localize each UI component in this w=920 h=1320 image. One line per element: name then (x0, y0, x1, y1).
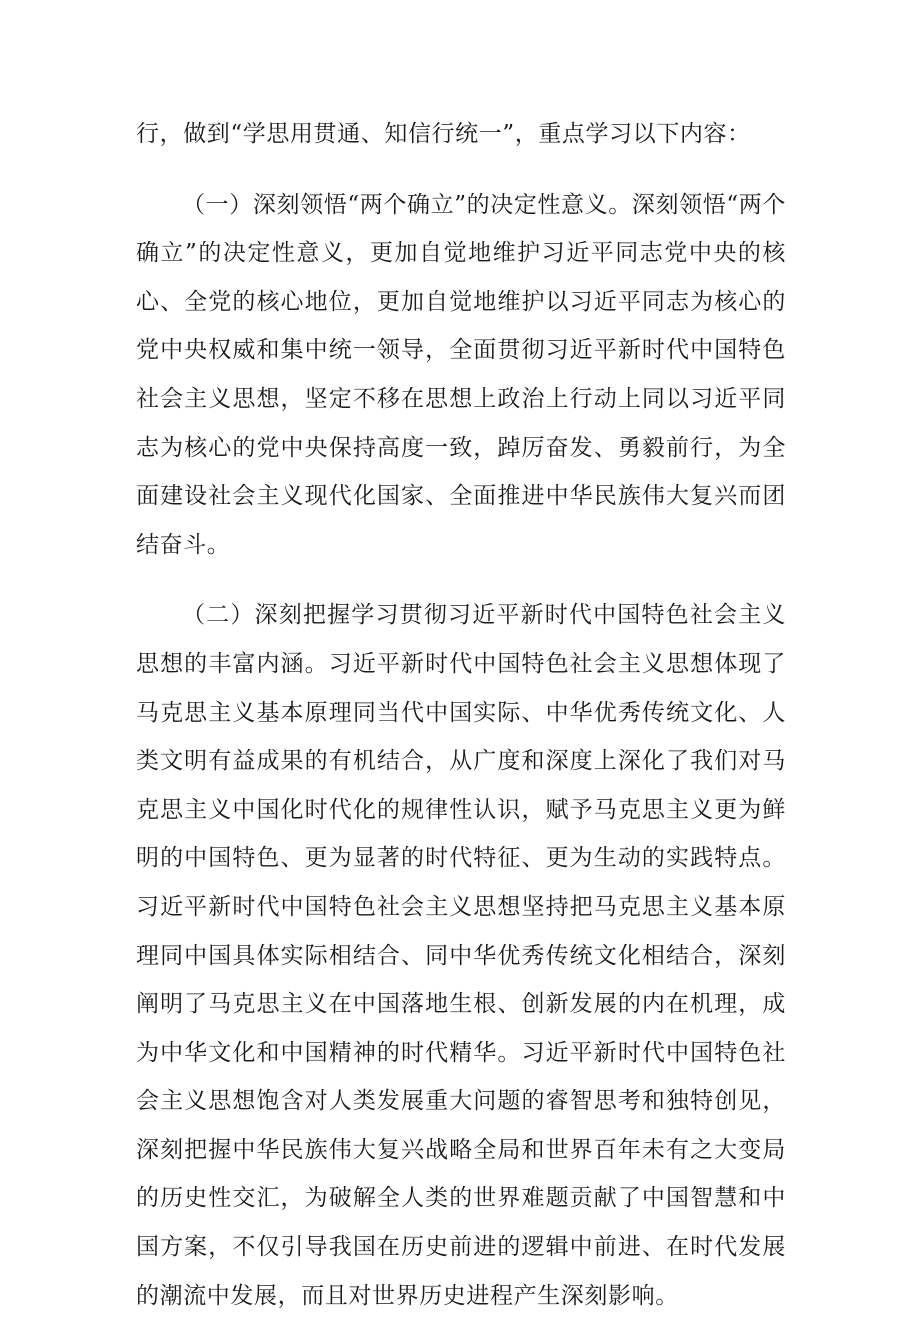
paragraph-section-one: （一）深刻领悟“两个确立”的决定性意义。深刻领悟“两个确立”的决定性意义，更加自觉地维护习近平同志党中央的核心、全党的核心地位，更加自觉地维护以习近平同志为核心的党中央权威和集中统一领导，全面贯彻习近平新时代中国特色社会主义思想，坚定不移在思想上政治上行动上同以习近平同志为核心的党中央保持高度一致，踔厉奋发、勇毅前行，为全面建设社会主义现代化国家、全面推进中华民族伟大复兴而团结奋斗。 (136, 191, 786, 558)
document-body (136, 110, 786, 1320)
paragraph-section-two: （二）深刻把握学习贯彻习近平新时代中国特色社会主义思想的丰富内涵。习近平新时代中国特色社会主义思想体现了马克思主义基本原理同当代中国实际、中华优秀传统文化、人类文明有益成果的有机结合，从广度和深度上深化了我们对马克思主义中国化时代化的规律性认识，赋予马克思主义更为鲜明的中国特色、更为显著的时代特征、更为生动的实践特点。习近平新时代中国特色社会主义思想坚持把马克思主义基本原理同中国具体实际相结合、同中华优秀传统文化相结合，深刻阐明了马克思主义在中国落地生根、创新发展的内在机理，成为中华文化和中国精神的时代精华。习近平新时代中国特色社会主义思想饱含对人类发展重大问题的睿智思考和独特创见，深刻把握中华民族伟大复兴战略全局和世界百年未有之大变局的历史性交汇，为破解全人类的世界难题贡献了中国智慧和中国方案，不仅引导我国在历史前进的逻辑中前进、在时代发展的潮流中发展，而且对世界历史进程产生深刻影响。 (136, 602, 786, 1309)
paragraph-continuation: 行，做到“学思用贯通、知信行统一”，重点学习以下内容： (136, 121, 751, 147)
